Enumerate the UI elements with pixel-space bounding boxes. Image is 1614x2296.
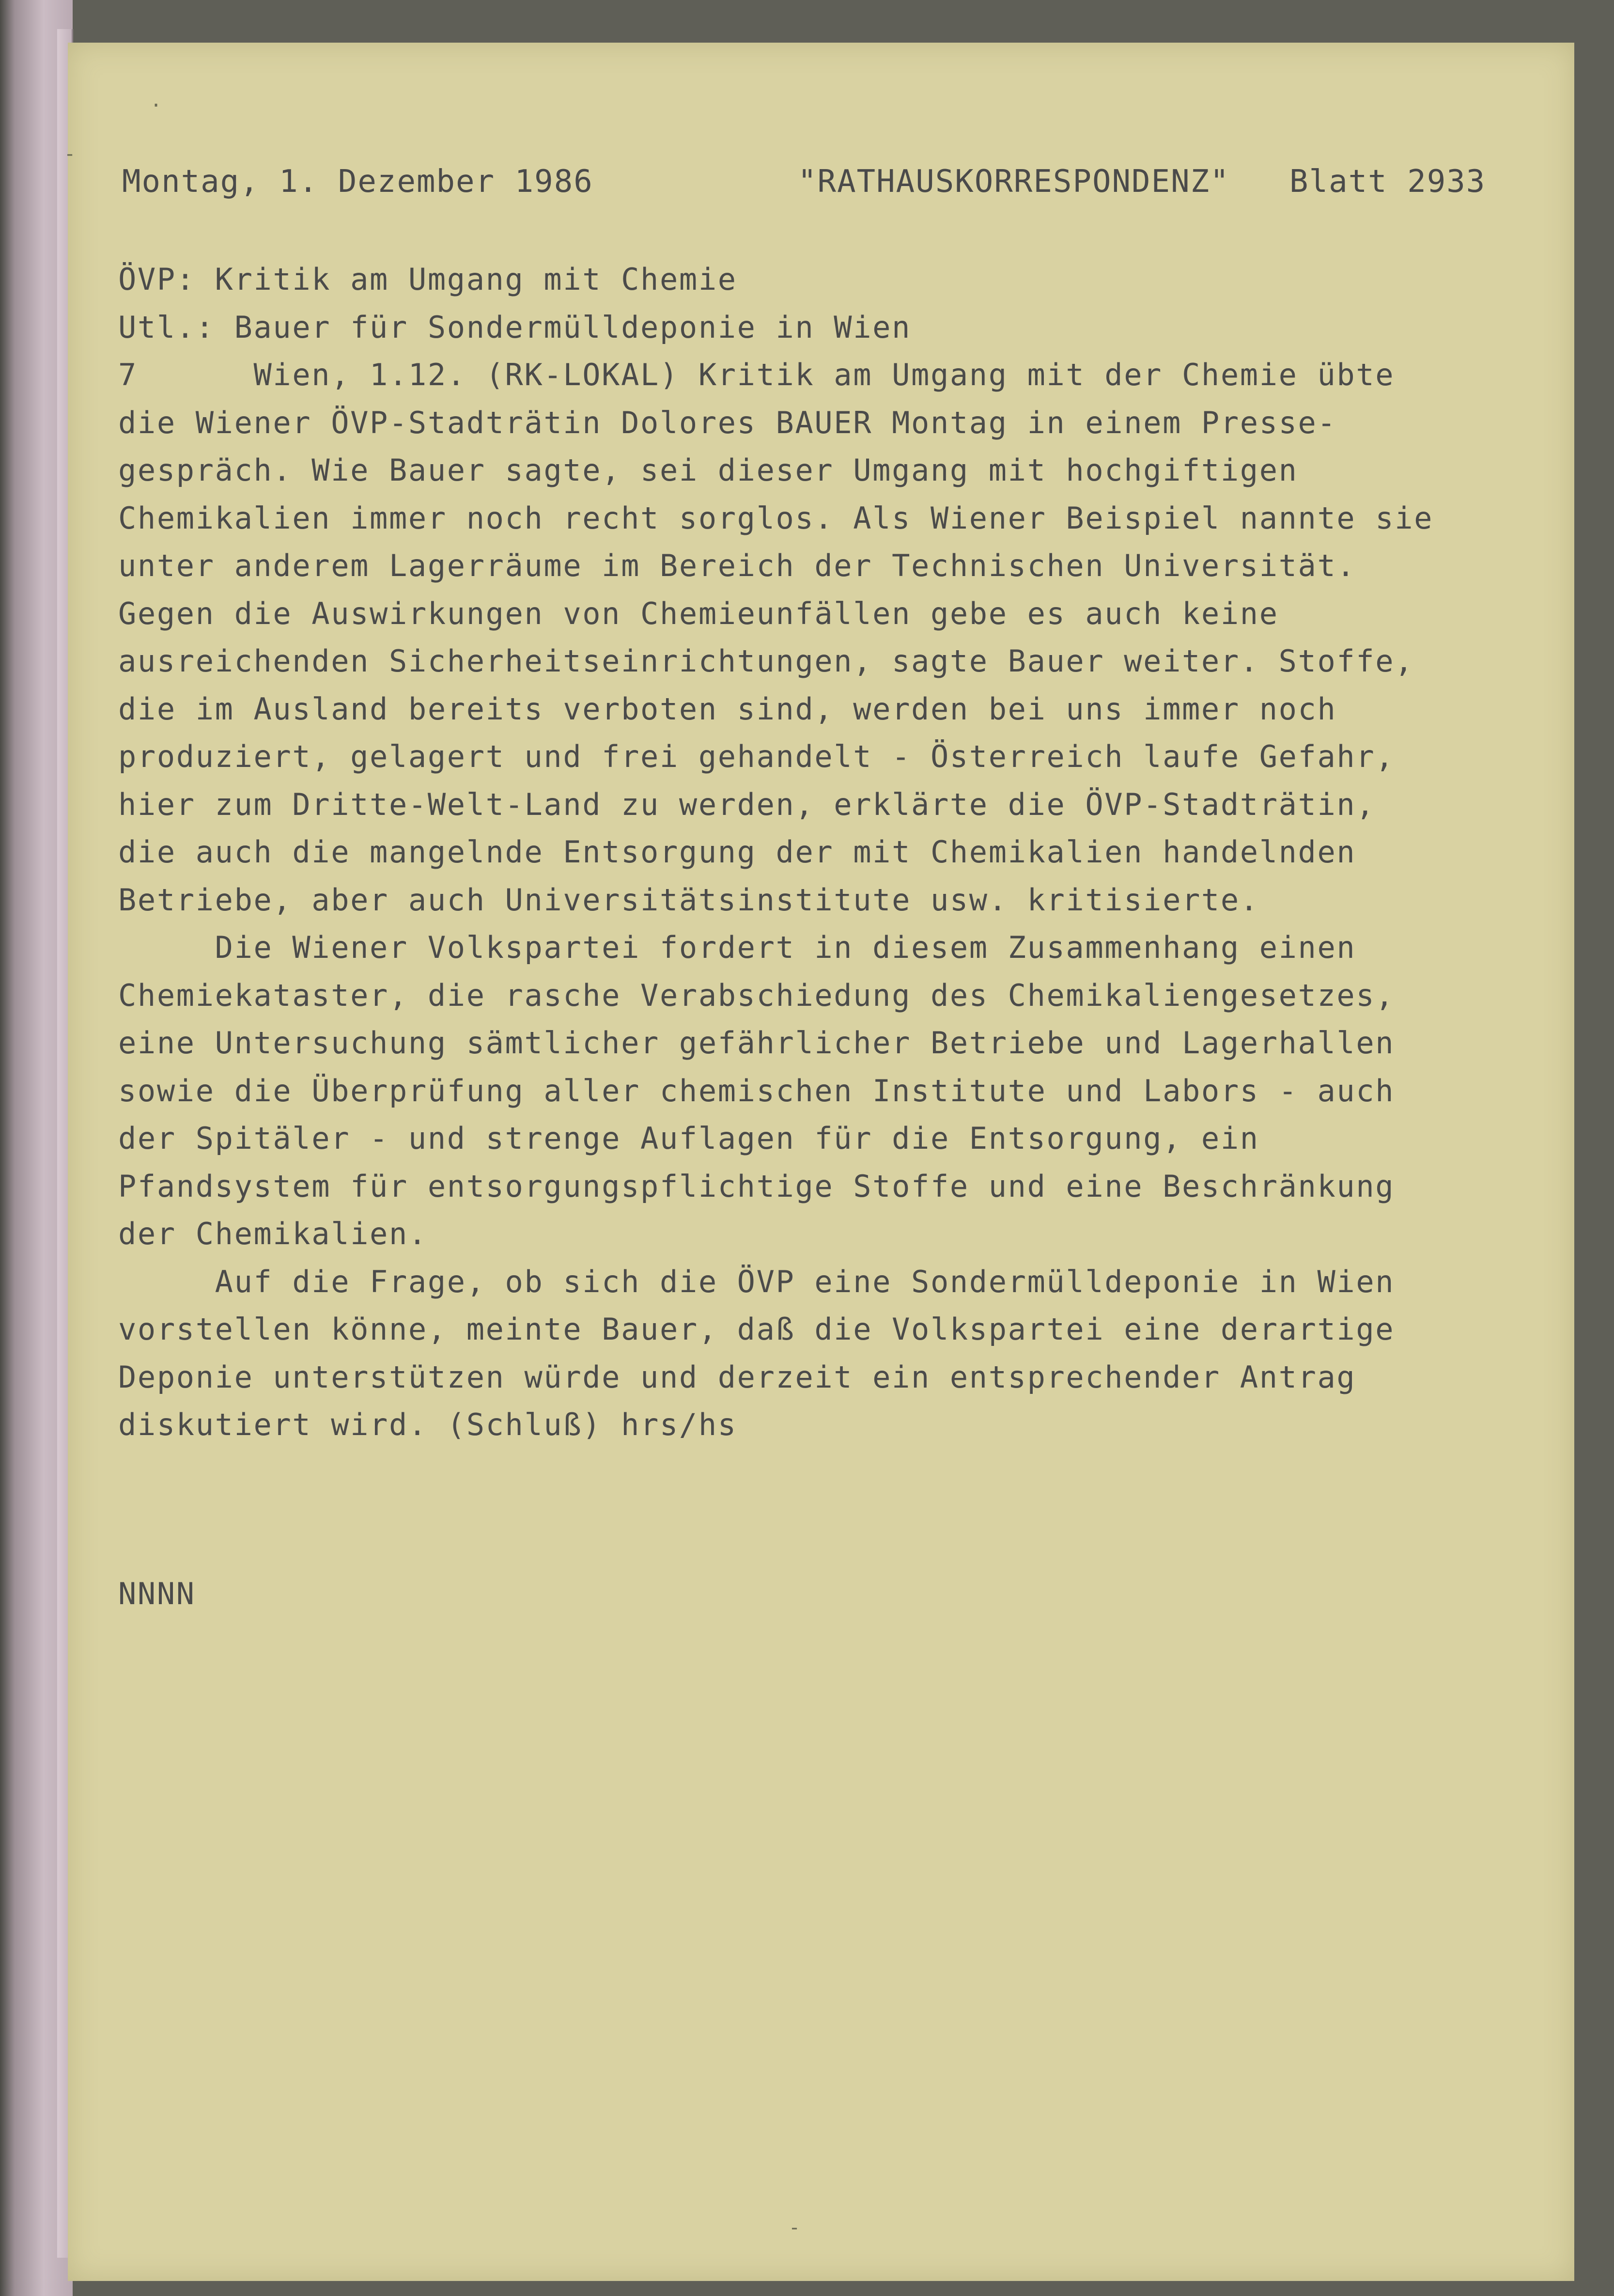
page-header xyxy=(122,164,1527,207)
header-source: "RATHAUSKORRESPONDENZ" xyxy=(798,164,1230,200)
text-line: ausreichenden Sicherheitseinrichtungen, sagte Bauer weiter. Stoffe, xyxy=(118,643,1414,679)
text-line: produziert, gelagert und frei gehandelt - Österreich laufe Gefahr, xyxy=(118,739,1395,774)
text-line: die Wiener ÖVP-Stadträtin Dolores BAUER Montag in einem Presse- xyxy=(118,405,1337,440)
bottom-tick: - xyxy=(789,2217,801,2239)
article-subtitle: Utl.: Bauer für Sondermülldeponie in Wien xyxy=(118,309,912,345)
text-line: 7 Wien, 1.12. (RK-LOKAL) Kritik am Umgang mit der Chemie übte xyxy=(118,357,1395,392)
text-line: Pfandsystem für entsorgungspflichtige Stoffe und eine Beschränkung xyxy=(118,1168,1395,1204)
text-line: gespräch. Wie Bauer sagte, sei dieser Umgang mit hochgiftigen xyxy=(118,453,1298,488)
article-body xyxy=(118,256,1552,1449)
text-line: der Spitäler - und strenge Auflagen für die Entsorgung, ein xyxy=(118,1121,1259,1156)
header-date: Montag, 1. Dezember 1986 xyxy=(122,164,593,200)
text-line: hier zum Dritte-Welt-Land zu werden, erklärte die ÖVP-Stadträtin, xyxy=(118,786,1376,822)
article-title: ÖVP: Kritik am Umgang mit Chemie xyxy=(118,262,737,297)
document-page xyxy=(64,43,1574,2281)
text-line: vorstellen könne, meinte Bauer, daß die Volkspartei eine derartige xyxy=(118,1312,1395,1347)
header-sheet-number: Blatt 2933 xyxy=(1289,164,1486,200)
text-line: der Chemikalien. xyxy=(118,1216,428,1251)
text-line: diskutiert wird. (Schluß) hrs/hs xyxy=(118,1407,737,1442)
text-line: Auf die Frage, ob sich die ÖVP eine Sondermülldeponie in Wien xyxy=(118,1264,1395,1299)
margin-tick: - xyxy=(64,143,76,165)
text-line: Gegen die Auswirkungen von Chemieunfällen gebe es auch keine xyxy=(118,595,1279,631)
text-line: die auch die mangelnde Entsorgung der mit Chemikalien handelnden xyxy=(118,834,1356,870)
text-line: sowie die Überprüfung aller chemischen Institute und Labors - auch xyxy=(118,1073,1395,1109)
paper-speck: · xyxy=(150,94,162,117)
text-line: Chemiekataster, die rasche Verabschiedung des Chemikaliengesetzes, xyxy=(118,977,1395,1013)
text-line: Chemikalien immer noch recht sorglos. Als Wiener Beispiel nannte sie xyxy=(118,500,1434,536)
text-line: unter anderem Lagerräume im Bereich der Technischen Universität. xyxy=(118,548,1356,583)
end-mark: NNNN xyxy=(118,1576,196,1611)
text-line: die im Ausland bereits verboten sind, werden bei uns immer noch xyxy=(118,691,1337,727)
text-line: Betriebe, aber auch Universitätsinstitute usw. kritisierte. xyxy=(118,882,1259,918)
text-line: eine Untersuchung sämtlicher gefährlicher Betriebe und Lagerhallen xyxy=(118,1025,1395,1061)
text-line: Deponie unterstützen würde und derzeit ein entsprechender Antrag xyxy=(118,1359,1356,1395)
text-line: Die Wiener Volkspartei fordert in diesem Zusammenhang einen xyxy=(118,930,1356,965)
